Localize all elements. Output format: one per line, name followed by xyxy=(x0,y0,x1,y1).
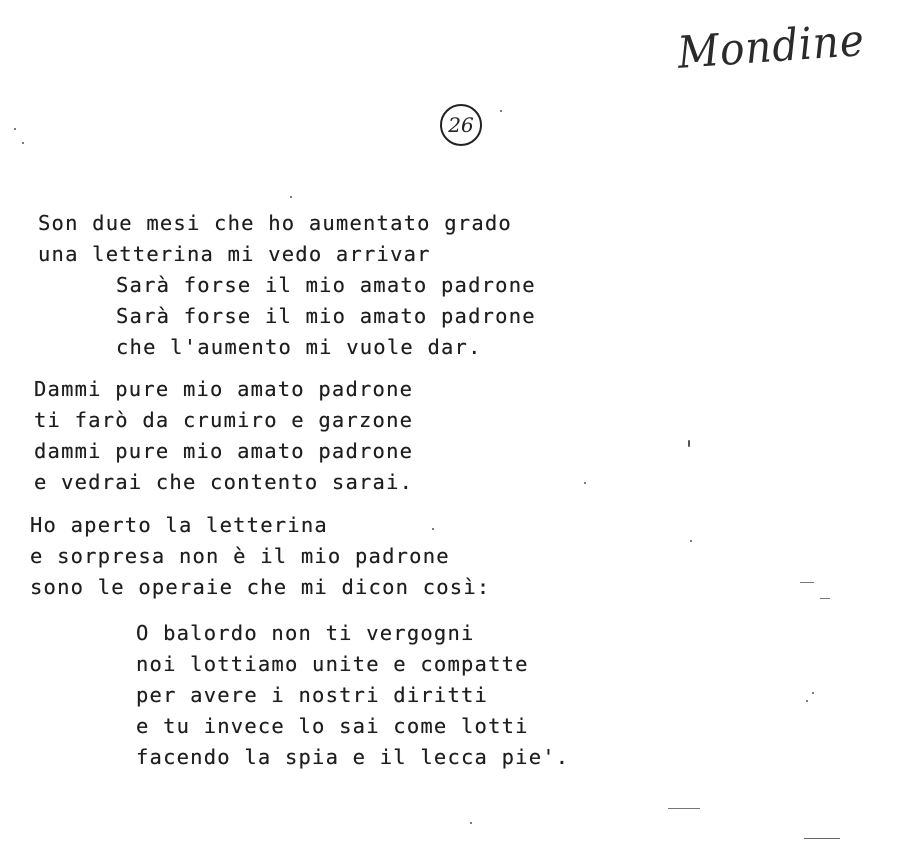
scan-mark xyxy=(804,838,840,839)
scan-mark xyxy=(820,598,830,599)
scan-mark xyxy=(800,582,814,583)
verse-line: O balordo non ti vergogni xyxy=(136,621,475,645)
scan-speck xyxy=(584,482,586,484)
scan-mark xyxy=(668,808,700,809)
scan-speck xyxy=(14,128,16,130)
verse-line: Sarà forse il mio amato padrone xyxy=(116,304,536,328)
verse-line: Ho aperto la letterina xyxy=(30,513,328,537)
verse-line: facendo la spia e il lecca pie'. xyxy=(136,745,570,769)
circled-page-number: 26 xyxy=(440,104,482,146)
stanza-1 xyxy=(38,208,536,363)
verse-line: una letterina mi vedo arrivar xyxy=(38,242,431,266)
verse-line: e tu invece lo sai come lotti xyxy=(136,714,529,738)
scan-speck xyxy=(690,540,692,542)
verse-line: noi lottiamo unite e compatte xyxy=(136,652,529,676)
verse-line: dammi pure mio amato padrone xyxy=(34,439,414,463)
verse-line: e sorpresa non è il mio padrone xyxy=(30,544,450,568)
verse-line: ti farò da crumiro e garzone xyxy=(34,408,414,432)
verse-line: per avere i nostri diritti xyxy=(136,683,489,707)
stanza-2 xyxy=(34,374,413,498)
stanza-4 xyxy=(136,618,569,773)
scan-speck xyxy=(432,528,434,530)
verse-line: Sarà forse il mio amato padrone xyxy=(116,273,536,297)
verse-line: Dammi pure mio amato padrone xyxy=(34,377,414,401)
scan-speck xyxy=(688,440,690,447)
scan-speck xyxy=(290,196,292,198)
verse-line: e vedrai che contento sarai. xyxy=(34,470,414,494)
verse-line: Son due mesi che ho aumentato grado xyxy=(38,211,512,235)
handwritten-title: Mondine xyxy=(676,14,867,79)
scan-speck xyxy=(500,110,502,112)
scan-speck xyxy=(22,142,24,144)
verse-line: che l'aumento mi vuole dar. xyxy=(116,335,482,359)
scan-speck xyxy=(806,700,808,702)
scan-speck xyxy=(812,692,814,694)
stanza-3 xyxy=(30,510,490,603)
scan-speck xyxy=(470,822,472,824)
verse-line: sono le operaie che mi dicon così: xyxy=(30,575,491,599)
